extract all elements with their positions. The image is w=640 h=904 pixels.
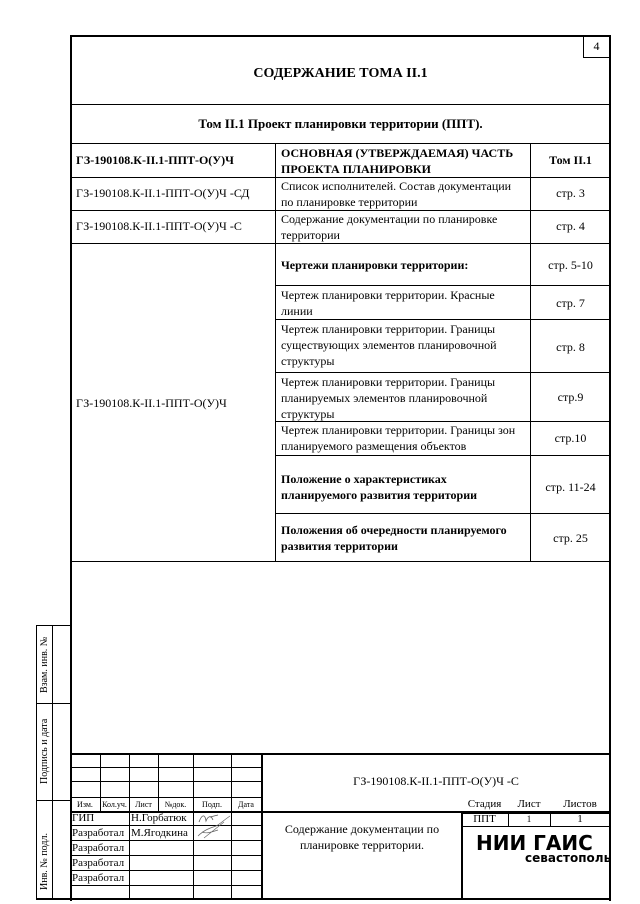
signature-yagodkina bbox=[194, 812, 234, 840]
title-block-role: Разработал bbox=[72, 827, 125, 839]
table-group-item-page: стр. 5-10 bbox=[548, 258, 593, 272]
title-block-col bbox=[129, 753, 130, 899]
title-block-col-header: Лист bbox=[135, 800, 152, 809]
table-group-item-page: стр. 25 bbox=[553, 531, 588, 545]
table-row-code: ГЗ-190108.К-II.1-ППТ-О(У)Ч -СД bbox=[76, 186, 250, 200]
title-block-doc-title: Содержание документации по планировке территории. bbox=[284, 822, 440, 852]
table-row-page: стр. 4 bbox=[556, 219, 585, 233]
table-row-line bbox=[275, 455, 610, 456]
table-group-item-name: Положения об очередности планируемого развития территории bbox=[281, 523, 507, 553]
frame-top bbox=[70, 35, 611, 37]
title-block-sheet-label: Лист bbox=[517, 798, 541, 810]
table-group-item-page: стр. 11-24 bbox=[545, 480, 596, 494]
page-title: СОДЕРЖАНИЕ ТОМА II.1 bbox=[253, 66, 428, 81]
title-block-col-header: Подп. bbox=[202, 800, 222, 809]
title-block-sheet-value: 1 bbox=[526, 814, 532, 824]
table-group-item-name: Чертежи планировки территории: bbox=[281, 258, 469, 272]
table-row-line bbox=[70, 243, 610, 244]
table-group-item-page: стр. 8 bbox=[556, 340, 585, 354]
title-block-sheets-label: Листов bbox=[563, 798, 597, 810]
table-group-item-name: Чертеж планировки территории. Красные линии bbox=[281, 288, 495, 318]
title-block-col-header: Изм. bbox=[77, 800, 93, 809]
volume-title-top bbox=[70, 104, 610, 105]
table-group-item-name: Положение о характеристиках планируемого развития территории bbox=[281, 472, 478, 502]
table-group-item-name: Чертеж планировки территории. Границы планируемых элементов планировочной структуры bbox=[281, 375, 496, 421]
side-stamp-vzam: Взам. инв. № bbox=[39, 636, 50, 693]
title-block-role-line bbox=[70, 885, 261, 886]
title-block-doc-code: ГЗ-190108.К-II.1-ППТ-О(У)Ч -С bbox=[353, 774, 519, 788]
side-stamp-podpis: Подпись и дата bbox=[39, 718, 50, 784]
org-city: севастополь bbox=[525, 851, 612, 865]
table-group-item-name: Чертеж планировки территории. Границы существующих элементов планировочной структуры bbox=[281, 322, 497, 368]
title-block-rev-line bbox=[70, 781, 261, 782]
title-block-role: Разработал bbox=[72, 842, 125, 854]
title-block-role: Разработал bbox=[72, 857, 125, 869]
side-stamp-top bbox=[36, 625, 71, 626]
table-row-line bbox=[275, 513, 610, 514]
title-block-stage-line bbox=[461, 826, 610, 827]
table-row-name: Содержание документации по планировке территории bbox=[281, 212, 498, 242]
side-stamp-divider bbox=[52, 625, 53, 900]
page-number-box-bottom bbox=[583, 57, 610, 58]
table-row-page: стр. 3 bbox=[556, 186, 585, 200]
table-group-item-page: стр.10 bbox=[554, 431, 587, 445]
title-block-role: Разработал bbox=[72, 872, 125, 884]
table-row-name: Список исполнителей. Состав документации по планировке территории bbox=[281, 179, 512, 209]
table-header-name: ОСНОВНАЯ (УТВЕРЖДАЕМАЯ) ЧАСТЬ ПРОЕКТА ПЛАНИРОВКИ bbox=[281, 146, 514, 176]
side-stamp-line bbox=[36, 703, 71, 704]
title-block-rev-line bbox=[70, 797, 261, 798]
title-block-stage-value: ППТ bbox=[473, 813, 496, 825]
table-row-line bbox=[275, 319, 610, 320]
org-name: НИИ ГАИС bbox=[476, 831, 593, 855]
title-block-col-header: Дата bbox=[238, 800, 254, 809]
side-stamp-line bbox=[36, 800, 71, 801]
page-number: 4 bbox=[593, 39, 600, 53]
side-stamp-inv: Инв. № подл. bbox=[39, 833, 50, 890]
title-block-person: Н.Горбатюк bbox=[131, 812, 187, 824]
table-top bbox=[70, 143, 610, 144]
table-group-item-page: стр.9 bbox=[557, 390, 584, 404]
title-block-person: М.Ягодкина bbox=[131, 827, 188, 839]
table-col-divider-1 bbox=[275, 143, 276, 561]
title-block-top bbox=[70, 753, 611, 755]
title-block-col-header: №док. bbox=[164, 800, 187, 809]
title-block-role: ГИП bbox=[72, 812, 95, 824]
title-block-col-header: Кол.уч. bbox=[102, 800, 127, 809]
table-header-code: ГЗ-190108.К-II.1-ППТ-О(У)Ч bbox=[76, 153, 234, 167]
frame-left bbox=[70, 35, 72, 901]
table-row-line bbox=[275, 372, 610, 373]
title-block-rev-line bbox=[70, 767, 261, 768]
title-block-role-line bbox=[70, 870, 261, 871]
title-block-sheets-value: 1 bbox=[577, 813, 583, 825]
volume-title: Том II.1 Проект планировки территории (ППТ). bbox=[198, 116, 483, 131]
table-row-code: ГЗ-190108.К-II.1-ППТ-О(У)Ч -С bbox=[76, 219, 242, 233]
table-group-item-name: Чертеж планировки территории. Границы зон планируемого размещения объектов bbox=[281, 423, 516, 453]
table-group-code: ГЗ-190108.К-II.1-ППТ-О(У)Ч bbox=[76, 396, 227, 410]
title-block-role-line bbox=[70, 855, 261, 856]
frame-bottom bbox=[36, 898, 611, 900]
table-group-item-page: стр. 7 bbox=[556, 296, 585, 310]
title-block-role-line bbox=[70, 840, 261, 841]
table-bottom bbox=[70, 561, 610, 562]
table-row-line bbox=[275, 285, 610, 286]
side-stamp-outer-left bbox=[36, 625, 37, 900]
title-block-stage-label: Стадия bbox=[467, 798, 502, 810]
table-header-page: Том II.1 bbox=[549, 153, 592, 167]
